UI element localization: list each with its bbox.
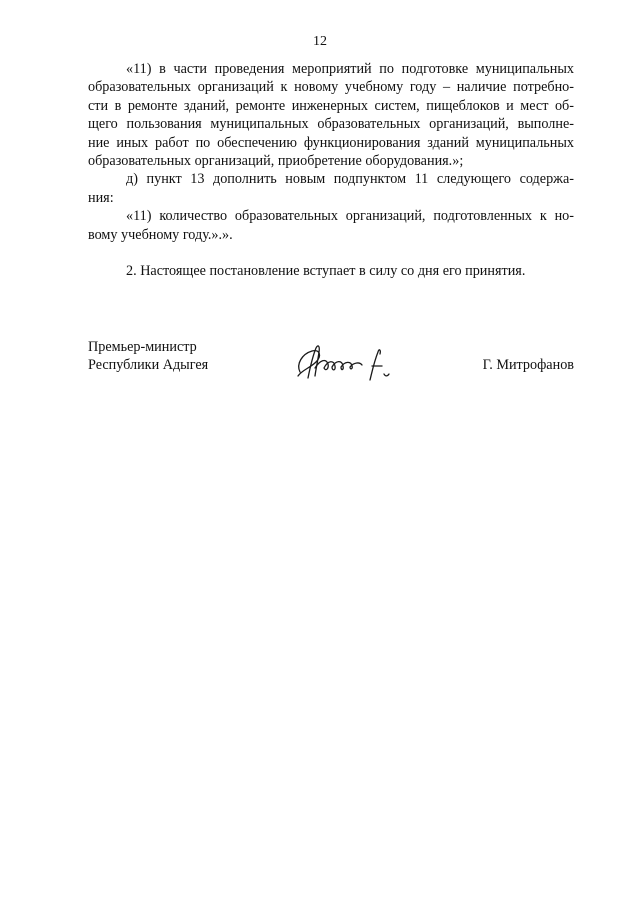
document-body bbox=[88, 60, 574, 280]
handwritten-signature bbox=[292, 338, 402, 388]
text-line: образовательных организаций к новому учебному году – наличие потребно- bbox=[88, 79, 574, 96]
text-line: сти в ремонте зданий, ремонте инженерных систем, пищеблоков и мест об- bbox=[88, 97, 574, 114]
signatory-title-line: Республики Адыгея bbox=[88, 357, 209, 374]
text-line: щего пользования муниципальных образовательных организаций, выполне- bbox=[88, 116, 574, 133]
page-number: 12 bbox=[313, 34, 327, 49]
text-line: ние иных работ по обеспечению функционирования зданий муниципальных bbox=[88, 134, 574, 151]
paragraph-item-11-education-repairs bbox=[88, 60, 574, 170]
paragraph-subitem-d bbox=[88, 170, 574, 207]
signatory-title-line: Премьер-министр bbox=[88, 339, 197, 355]
paragraph-effective-date bbox=[88, 262, 574, 280]
text-line: вому учебному году.».». bbox=[88, 226, 233, 243]
text-line: д) пункт 13 дополнить новым подпунктом 11 следующего содержа- bbox=[126, 171, 574, 188]
text-line: ния: bbox=[88, 189, 114, 206]
text-line: образовательных организаций, приобретение оборудования.»; bbox=[88, 153, 464, 170]
signatory-name: Г. Митрофанов bbox=[482, 357, 574, 373]
text-line: «11) в части проведения мероприятий по подготовке муниципальных bbox=[126, 61, 574, 77]
text-line: «11) количество образовательных организаций, подготовленных к но- bbox=[126, 208, 574, 225]
text-line: 2. Настоящее постановление вступает в силу со дня его принятия. bbox=[126, 263, 526, 280]
signatory-title bbox=[88, 338, 208, 375]
paragraph-item-11-prepared-organizations bbox=[88, 207, 574, 244]
